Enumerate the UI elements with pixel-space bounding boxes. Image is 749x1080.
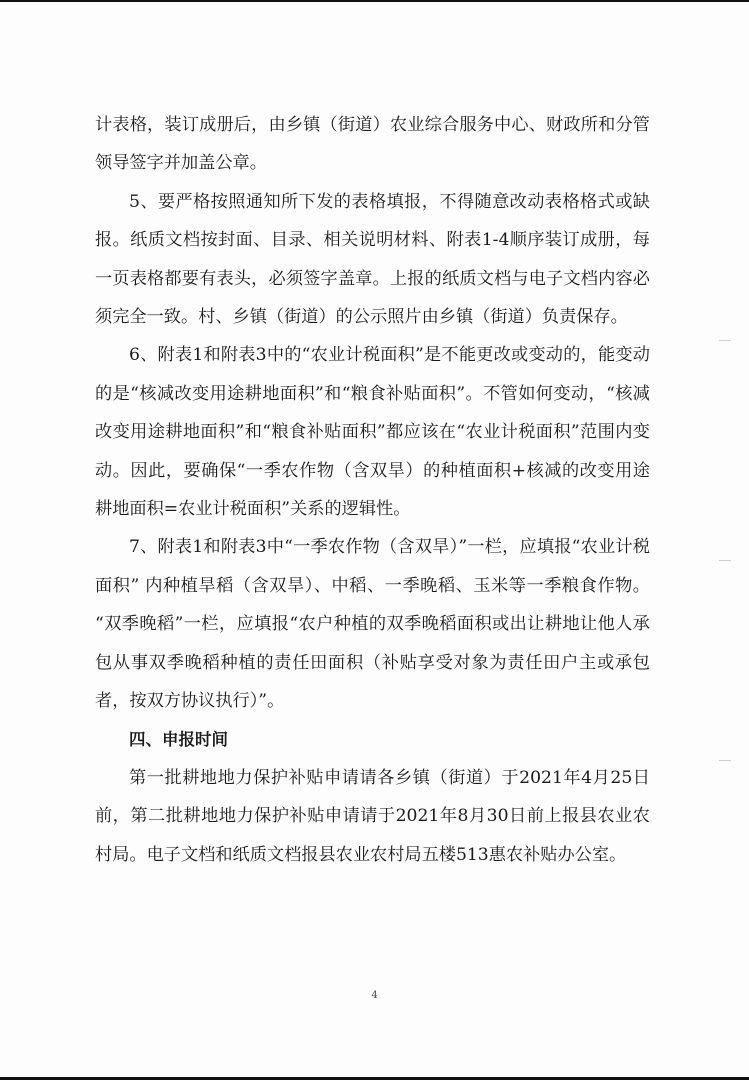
paragraph-item-6: 6、附表1和附表3中的“农业计税面积”是不能更改或变动的，能变动的是“核减改变用途耕地面积”和“粮食补贴面积”。不管如何变动，“核减改变用途耕地面积”和“粮食补贴面积”都应该在“农业计税面积”范围内变动。因此，要确保“一季农作物（含双旱）的种植面积+核减的改变用途耕地面积=农业计税面积”关系的逻辑性。 — [95, 345, 650, 520]
paragraph-continuation: 计表格，装订成册后，由乡镇（街道）农业综合服务中心、财政所和分管领导签字并加盖公章。 — [95, 115, 650, 174]
scan-artifact — [719, 760, 731, 761]
page-number: 4 — [371, 990, 378, 1001]
scan-artifact — [719, 340, 731, 341]
paragraph-item-5: 5、要严格按照通知所下发的表格填报，不得随意改动表格格式或缺报。纸质文档按封面、目录、相关说明材料、附表1-4顺序装订成册，每一页表格都要有表头，必须签字盖章。上报的纸质文档与电子文档内容必须完全一致。村、乡镇（街道）的公示照片由乡镇（街道）负责保存。 — [95, 191, 650, 328]
scan-edge-top — [0, 0, 749, 2]
paragraph-deadline: 第一批耕地地力保护补贴申请请各乡镇（街道）于2021年4月25日前，第二批耕地地力保护补贴申请请于2021年8月30日前上报县农业农村局。电子文档和纸质文档报县农业农村局五楼513惠农补贴办公室。 — [95, 767, 650, 865]
section-heading: 四、申报时间 — [129, 729, 228, 749]
paragraph-item-7: 7、附表1和附表3中“一季农作物（含双旱）”一栏，应填报“农业计税面积” 内种植旱稻（含双旱）、中稻、一季晚稻、玉米等一季粮食作物。 “双季晚稻”一栏，应填报“农户种植的双季晚稻面积或出让耕地让他人承包从事双季晚稻种植的责任田面积（补贴享受对象为责任田户主或承包者，按双方协议执行）”。 — [95, 537, 650, 712]
scan-artifact — [719, 560, 731, 561]
document-body — [95, 106, 650, 874]
